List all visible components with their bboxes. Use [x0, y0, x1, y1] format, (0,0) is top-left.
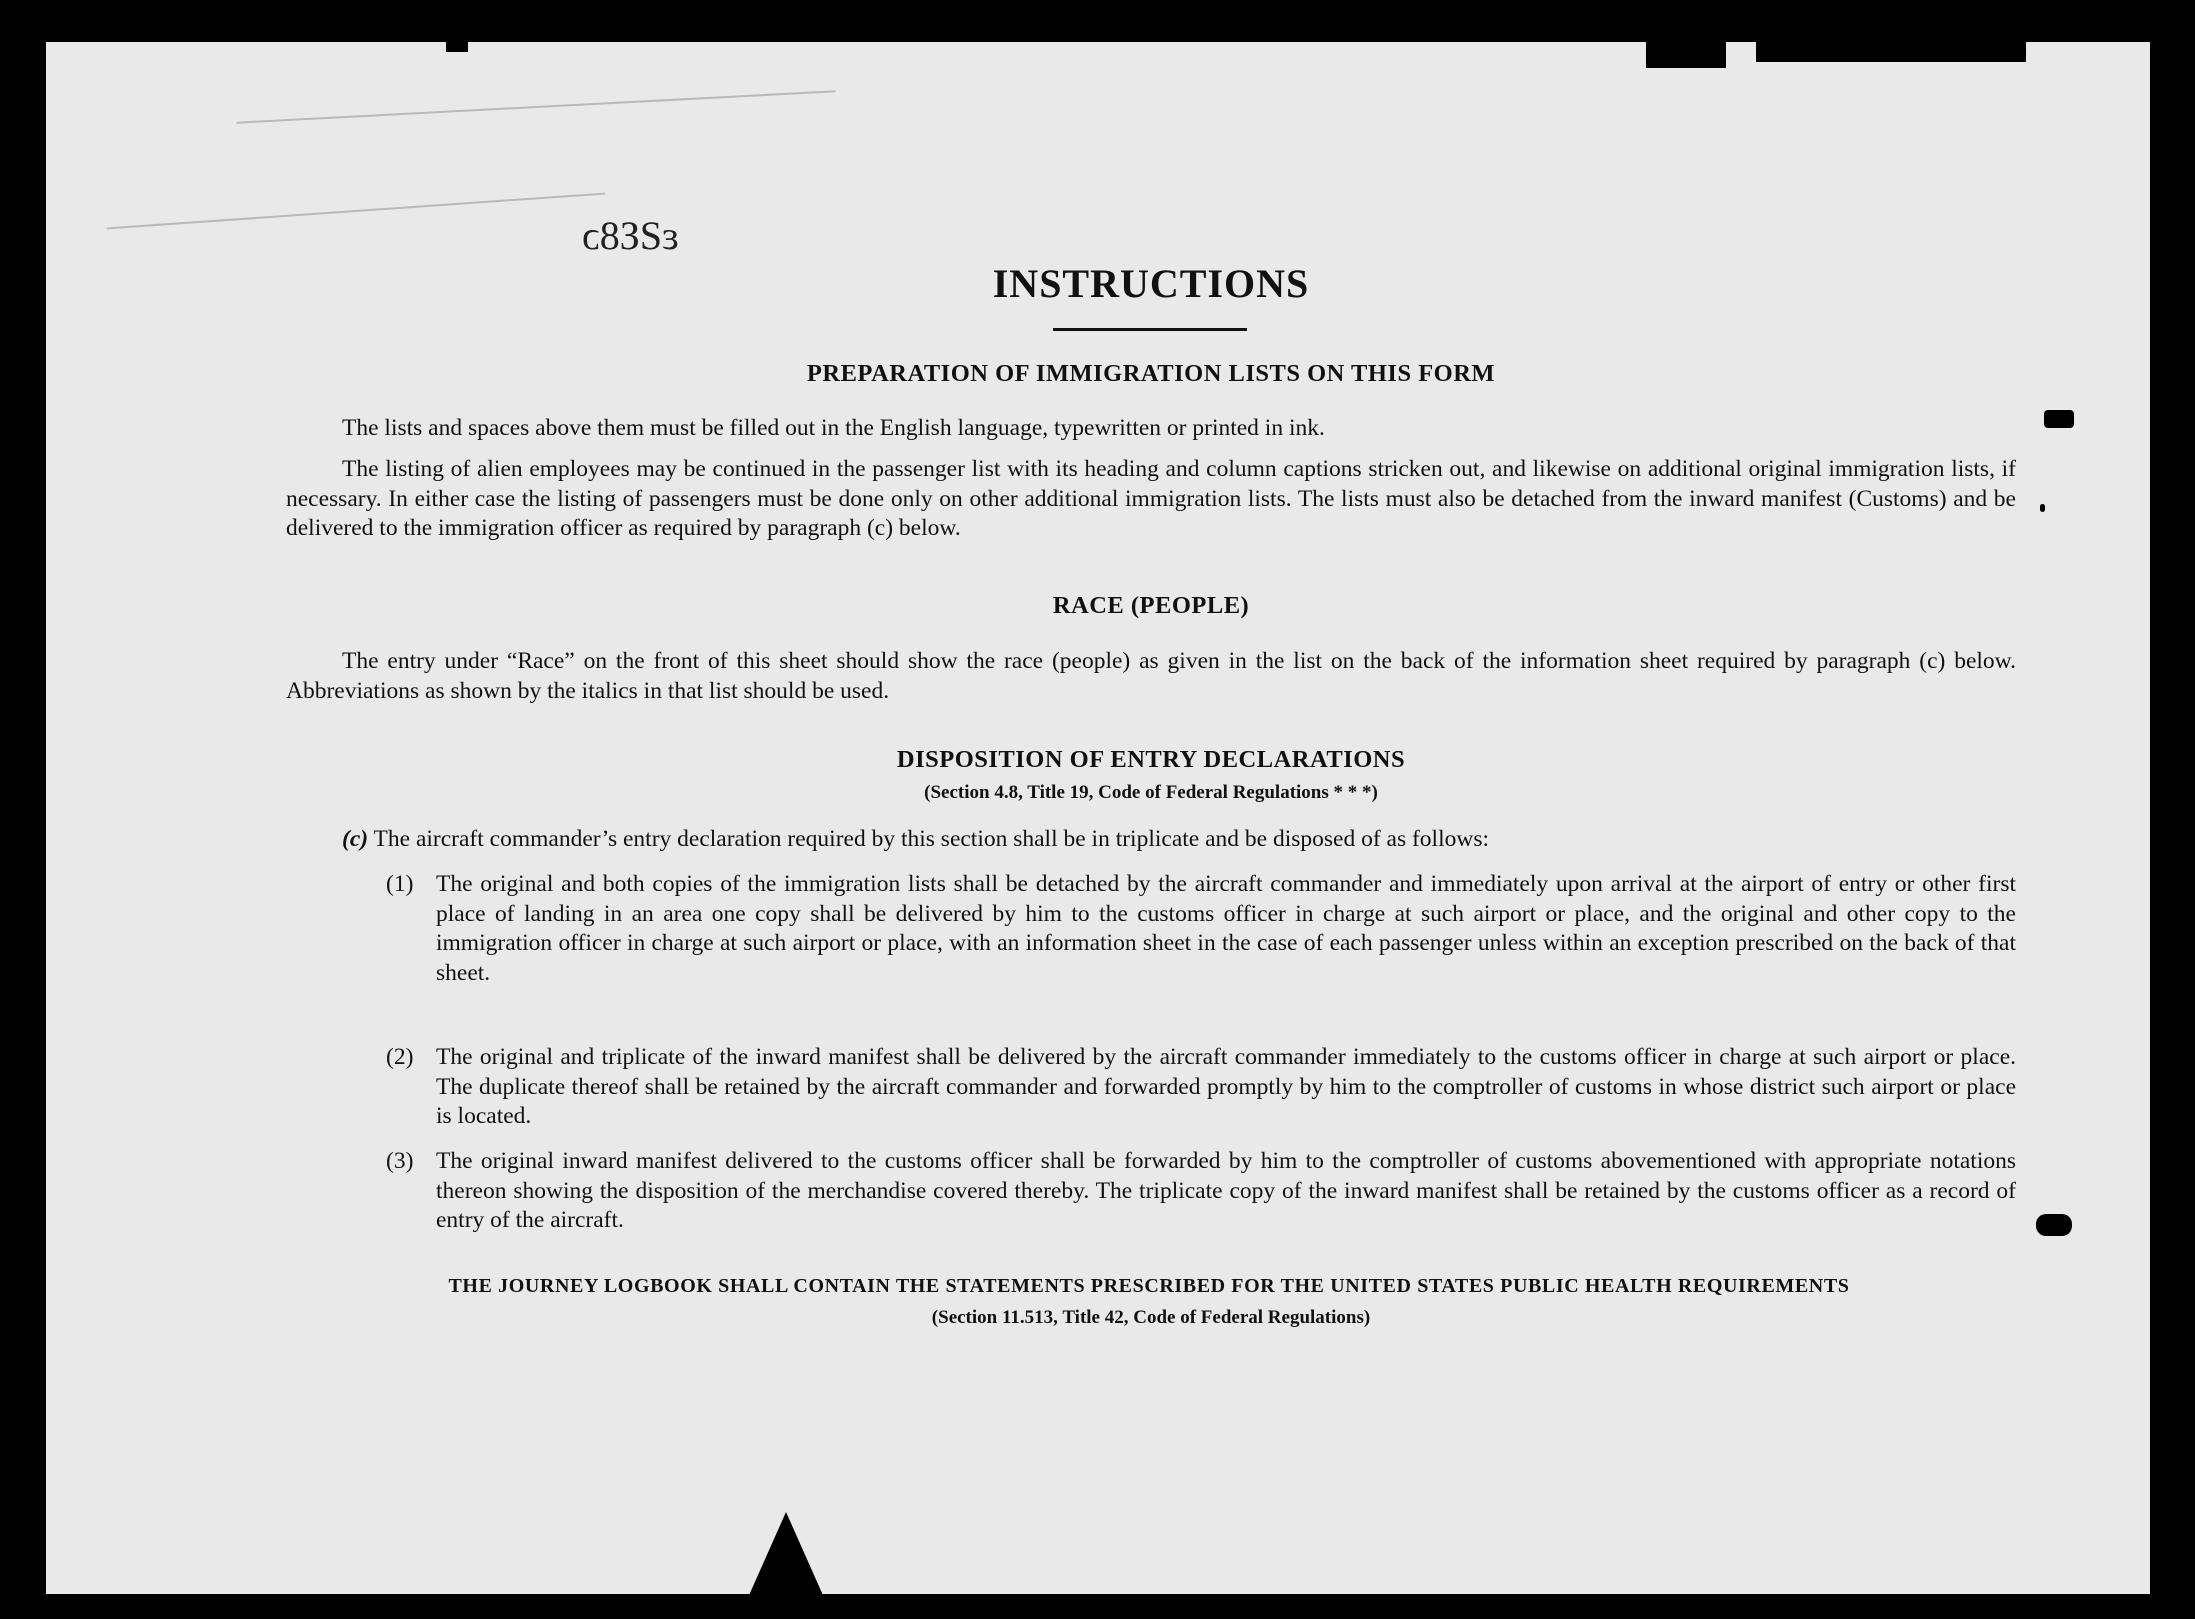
- list-item-number: (2): [386, 1044, 414, 1070]
- list-item: [386, 1043, 2016, 1132]
- torn-edge: [446, 42, 468, 52]
- list-item-text: The original inward manifest delivered to the customs officer shall be forwarded by him to the comptroller of customs abovementioned with appropriate notations thereon showing the disposition of the merchandise covered thereby. The triplicate copy of the inward manifest shall be retained by the customs officer as a record of entry of the aircraft.: [436, 1148, 2016, 1233]
- footer-requirement: THE JOURNEY LOGBOOK SHALL CONTAIN THE STATEMENTS PRESCRIBED FOR THE UNITED STATES PUBLIC HEALTH REQUIREMENTS: [448, 1275, 1850, 1297]
- torn-bottom-edge: [746, 1512, 826, 1602]
- paragraph-language: The lists and spaces above them must be filled out in the English language, typewritten or printed in ink.: [342, 415, 1325, 441]
- paragraph-lead-text: The aircraft commander’s entry declaration required by this section shall be in triplicate and be disposed of as follows:: [373, 826, 1490, 852]
- paragraph-listing: The listing of alien employees may be continued in the passenger list with its heading and column captions stricken out, and likewise on additional original immigration lists, if necessary. In either case the listing of passengers must be done only on other additional immigration lists. The lists must also be detached from the inward manifest (Customs) and be delivered to the immigration officer as required by paragraph (c) below.: [286, 456, 2016, 541]
- list-item-text: The original and both copies of the immigration lists shall be detached by the aircraft commander and immediately upon arrival at the airport of entry or other first place of landing in an area one copy shall be delivered by him to the customs officer in charge at such airport or place, and the original and other copy to the immigration officer in charge at such airport or place, with an information sheet in the case of each passenger unless within an exception prescribed on the back of that sheet.: [436, 871, 2016, 986]
- list-item-text: The original and triplicate of the inward manifest shall be delivered by the aircraft commander immediately to the customs officer in charge at such airport or place. The duplicate thereof shall be retained by the aircraft commander and forwarded promptly by him to the comptroller of customs in whose district such airport or place is located.: [436, 1044, 2016, 1129]
- torn-edge: [1756, 42, 2026, 62]
- handwritten-number: ɛƧƐ8ɔ: [582, 213, 679, 258]
- ink-speck: [2040, 504, 2045, 512]
- footer-citation: (Section 11.513, Title 42, Code of Federal Regulations): [931, 1307, 1371, 1328]
- list-item-number: (1): [386, 871, 414, 897]
- section-heading-preparation: PREPARATION OF IMMIGRATION LISTS ON THIS FORM: [806, 360, 1496, 387]
- ink-mark: [2044, 410, 2074, 428]
- section-heading-race: RACE (PEOPLE): [1052, 592, 1250, 619]
- paragraph-race: The entry under “Race” on the front of this sheet should show the race (people) as given in the list on the back of the information sheet required by paragraph (c) below. Abbreviations as shown by the italics in that list should be used.: [286, 648, 2016, 704]
- paragraph-lead: [342, 825, 2016, 855]
- title-rule: [1053, 328, 1247, 331]
- list-item: [386, 1147, 2016, 1236]
- list-item: [386, 870, 2016, 988]
- paragraph-label: (c): [342, 826, 369, 852]
- section-citation: (Section 4.8, Title 19, Code of Federal Regulations * * *): [924, 782, 1378, 803]
- torn-edge: [1646, 42, 1726, 68]
- ink-mark: [2036, 1214, 2072, 1236]
- list-item-number: (3): [386, 1148, 414, 1174]
- bleed-through-line: [236, 90, 835, 123]
- section-heading-disposition: DISPOSITION OF ENTRY DECLARATIONS: [896, 746, 1406, 773]
- bleed-through-line: [107, 193, 606, 230]
- page-title: INSTRUCTIONS: [992, 261, 1310, 306]
- document-sheet: [46, 42, 2150, 1594]
